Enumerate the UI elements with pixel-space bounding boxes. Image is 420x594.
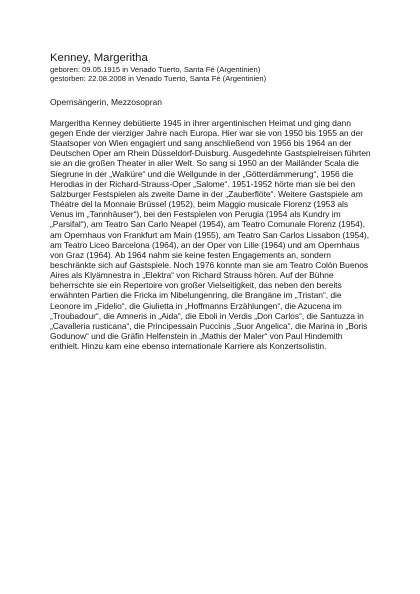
death-info: gestorben: 22.08.2008 in Venado Tuerto, Santa Fé (Argentinien) bbox=[50, 74, 267, 84]
birth-info: geboren: 09.05.1915 in Venado Tuerto, Santa Fé (Argentinien) bbox=[50, 65, 261, 74]
page-title: Kenney, Margeritha bbox=[50, 52, 148, 64]
biography-text: Margeritha Kenney debütierte 1945 in ihrer argentinischen Heimat und ging dann gegen Ende der vierziger Jahre nach Europa. Hier war sie von 1950 bis 1955 an der Staatsoper von Wien engagiert und sang anschließend von 1956 bis 1964 an der Deutschen Oper am Rhein Düsseldorf-Duisburg. Ausgedehnte Gastspielreisen führten sie an die großen Theater in aller Welt. So sang si 1950 an der Mailänder Scala die Siegrune in der „Walküre“ und die Wellgunde in der „Götterdämmerung“, 1956 die Herodias in der Richard-Strauss-Oper „Salome“. 1951-1952 hörte man sie bei den Salzburger Festspielen als zweite Dame in der „Zauberflöte“. Weitere Gastspiele am Théatre del la Monnaie Brüssel (1952), beim Maggio musicale Florenz (1953 als Venus im „Tannhäuser“), bei den Festspielen von Perugia (1954 als Kundry im „Parsifal“), am Teatro San Carlo Neapel (1954), am Teatro Comunale Florenz (1954), am Opernhaus von Frankfurt am Main (1955), am Teatro San Carlos Lissabon (1954), am Teatro Liceo Barcelona (1964), an der Oper von Lille (1964) und am Opernhaus von Graz (1964). Ab 1964 nahm sie keine festen Engagements an, sondern beschränkte sich auf Gastspiele. Noch 1976 konnte man sie am Teatro Colón Buenos Aires als Klyämnestra in „Elektra“ von Richard Strauss hören. Auf der Bühne beherrschte sie ein Repertoire von großer Vielseitigkeit, das neben den bereits erwähnten Partien die Fricka im Nibelungenring, die Brangäne im „Tristan“, die Leonore im „Fidelio“, die Giulietta in „Hoffmanns Erzählungen“, die Azucena im „Troubadour“, die Amneris in „Aida“, die Eboli in Verdis „Don Carlos“, die Santuzza in „Cavalleria rusticana“, die Principessain Puccinis „Suor Angelica“, die Marina in „Boris Godunow“ und die Gräfin Helfenstein in „Mathis der Maler“ von Paul Hindemith enthielt. Hinzu kam eine ebenso internationale Karriere als Konzertsolistin. bbox=[50, 117, 371, 352]
profession-label: Opernsängerin, Mezzosopran bbox=[50, 96, 162, 107]
document-page bbox=[50, 52, 372, 351]
